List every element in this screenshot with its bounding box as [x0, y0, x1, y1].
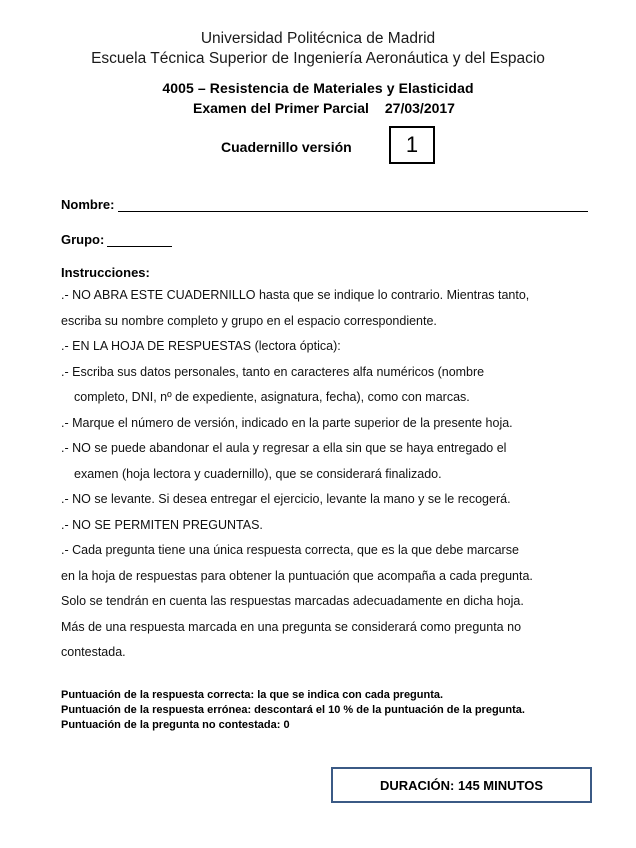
- scoring-blank: Puntuación de la pregunta no contestada: 0: [61, 719, 290, 731]
- instruction-line: .- Escriba sus datos personales, tanto en caracteres alfa numéricos (nombre: [61, 364, 485, 379]
- scoring-correct: Puntuación de la respuesta correcta: la que se indica con cada pregunta.: [61, 689, 444, 701]
- instruction-line: .- EN LA HOJA DE RESPUESTAS (lectora óptica):: [61, 339, 341, 353]
- name-label: Nombre:: [61, 197, 115, 212]
- instruction-line: .- Marque el número de versión, indicado en la parte superior de la presente hoja.: [61, 415, 513, 430]
- instruction-line: contestada.: [61, 645, 126, 659]
- instruction-line: .- NO SE PERMITEN PREGUNTAS.: [61, 517, 263, 532]
- instruction-line: examen (hoja lectora y cuadernillo), que se considerará finalizado.: [74, 466, 442, 481]
- instruction-line: .- NO se puede abandonar el aula y regresar a ella sin que se haya entregado el: [61, 441, 507, 455]
- university-name: Universidad Politécnica de Madrid: [200, 30, 436, 47]
- scoring-wrong: Puntuación de la respuesta errónea: descontará el 10 % de la puntuación de la pregunta.: [61, 704, 525, 716]
- instructions-list: [61, 283, 621, 666]
- instruction-line: completo, DNI, nº de expediente, asignatura, fecha), como con marcas.: [74, 390, 470, 404]
- exam-line: [6, 100, 636, 116]
- instruction-line: Más de una respuesta marcada en una pregunta se considerará como pregunta no: [61, 619, 522, 634]
- instruction-line: .- NO se levante. Si desea entregar el ejercicio, levante la mano y se le recogerá.: [61, 492, 511, 506]
- scoring-rules: [61, 688, 525, 733]
- instruction-line: en la hoja de respuestas para obtener la puntuación que acompaña a cada pregunta.: [61, 568, 533, 583]
- name-field-line: [118, 211, 588, 212]
- instruction-line: escriba su nombre completo y grupo en el espacio correspondiente.: [61, 313, 437, 328]
- school-name: Escuela Técnica Superior de Ingeniería Aeronáutica y del Espacio: [91, 50, 545, 67]
- instruction-line: .- Cada pregunta tiene una única respuesta correcta, que es la que debe marcarse: [61, 543, 519, 557]
- instruction-line: .- NO ABRA ESTE CUADERNILLO hasta que se indique lo contrario. Mientras tanto,: [61, 288, 530, 302]
- instruction-line: Solo se tendrán en cuenta las respuestas marcadas adecuadamente en dicha hoja.: [61, 594, 524, 608]
- group-field-line: [107, 246, 172, 247]
- duration-box: DURACIÓN: 145 MINUTOS: [331, 767, 592, 803]
- course-title: 4005 – Resistencia de Materiales y Elasticidad: [162, 80, 474, 96]
- group-label: Grupo:: [61, 232, 105, 247]
- instructions-title: Instrucciones:: [61, 265, 150, 280]
- version-number-box: 1: [389, 126, 435, 164]
- exam-name: Examen del Primer Parcial: [193, 100, 369, 116]
- version-label: Cuadernillo versión: [221, 139, 352, 155]
- exam-date: 27/03/2017: [384, 100, 455, 116]
